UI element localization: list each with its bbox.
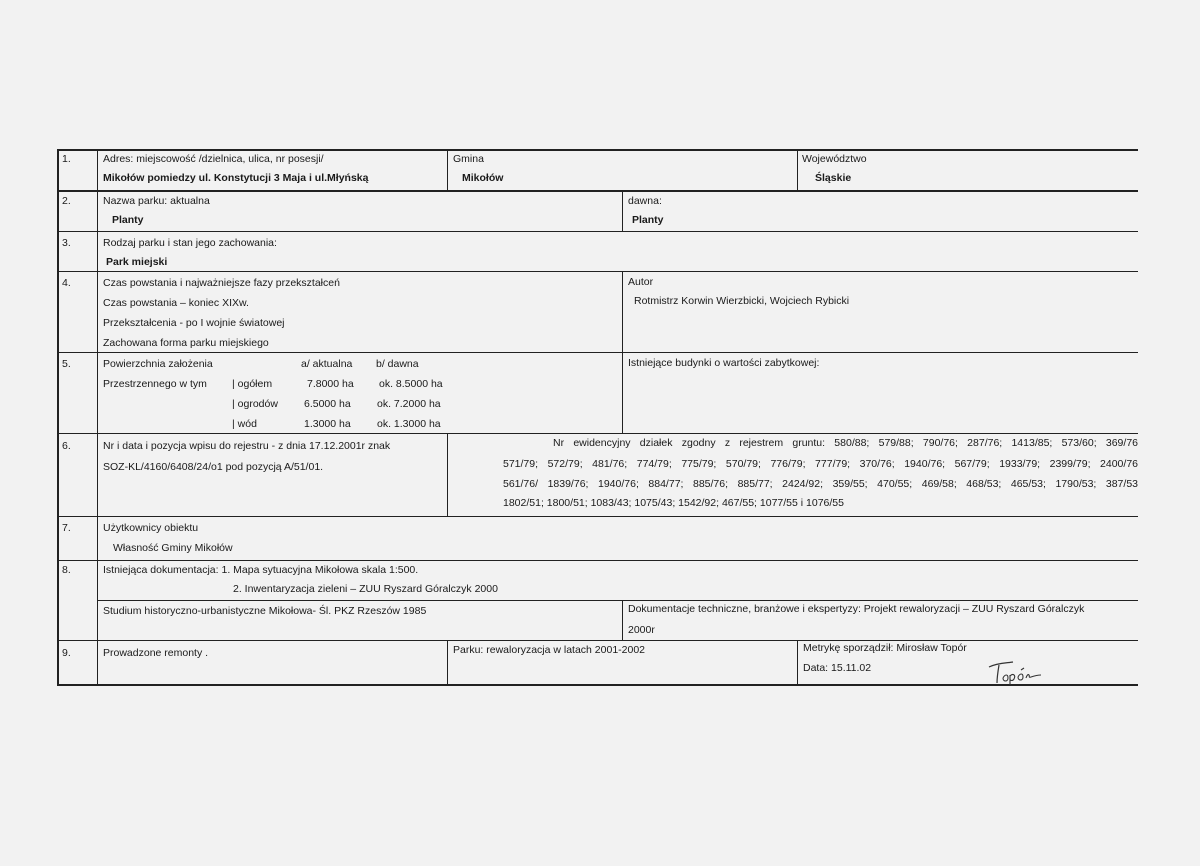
area-column-a: a/ aktualna [301, 358, 353, 370]
row-number: 1. [62, 153, 71, 165]
history-line: Czas powstania – koniec XIXw. [103, 297, 249, 309]
row-number: 3. [62, 237, 71, 249]
record-date: Data: 15.11.02 [803, 662, 872, 674]
number-column-divider [97, 149, 98, 686]
col-divider [447, 149, 448, 190]
technical-documentation: Dokumentacje techniczne, branżowe i ekspertyzy: Projekt rewaloryzacji – ZUU Ryszard Góralczyk [628, 603, 1085, 615]
gmina-label: Gmina [453, 153, 484, 165]
technical-documentation: 2000r [628, 624, 655, 636]
area-column-b: b/ dawna [376, 358, 419, 370]
row-number: 2. [62, 195, 71, 207]
register-entry-line: SOZ-KL/4160/6408/24/o1 pod pozycją A/51/01. [103, 461, 324, 473]
row-number: 5. [62, 358, 71, 370]
park-type-value: Park miejski [106, 256, 168, 268]
area-row-label: | ogrodów [232, 398, 278, 410]
col-divider [622, 600, 623, 640]
area-row-value-b: ok. 8.5000 ha [379, 378, 443, 390]
historic-buildings-label: Istniejące budynki o wartości zabytkowej: [628, 357, 820, 369]
row-number: 6. [62, 440, 71, 452]
history-line: Zachowana forma parku miejskiego [103, 337, 269, 349]
repairs-label: Prowadzone remonty . [103, 647, 209, 659]
row-number: 9. [62, 647, 71, 659]
handwritten-signature [985, 660, 1047, 691]
col-divider [622, 190, 623, 231]
history-line: Przekształcenia - po I wojnie światowej [103, 317, 285, 329]
row-number: 7. [62, 522, 71, 534]
historical-study: Studium historyczno-urbanistyczne Mikołowa- Śl. PKZ Rzeszów 1985 [103, 605, 427, 617]
col-divider [622, 271, 623, 433]
row-number: 4. [62, 277, 71, 289]
area-row-value-b: ok. 1.3000 ha [377, 418, 441, 430]
parcel-numbers-line: 561/76/ 1839/76; 1940/76; 884/77; 885/76; 885/77; 2424/92; 359/55; 470/55; 469/58; 468/53; 465/53; 1790/53; 387/53 [503, 478, 1138, 490]
register-entry-line: Nr i data i pozycja wpisu do rejestru - z dnia 17.12.2001r znak [103, 440, 391, 452]
address-value: Mikołów pomiedzy ul. Konstytucji 3 Maja i ul.Młyńską [103, 172, 369, 184]
parcel-numbers-line: 571/79; 572/79; 481/76; 774/79; 775/79; 570/79; 776/79; 777/79; 370/76; 1940/76; 567/79; 1933/79; 2399/79; 2400/76 [503, 458, 1138, 470]
col-divider [447, 640, 448, 685]
col-divider [797, 149, 798, 190]
documentation-line: 2. Inwentaryzacja zieleni – ZUU Ryszard Góralczyk 2000 [233, 583, 498, 595]
row-number: 8. [62, 564, 71, 576]
row-divider [57, 271, 1138, 272]
row-divider [57, 231, 1138, 232]
parcel-numbers-line: Nr ewidencyjny działek zgodny z rejestrem gruntu: 580/88; 579/88; 790/76; 287/76; 1413/85; 573/60; 369/76 [553, 437, 1138, 449]
area-row-value-b: ok. 7.2000 ha [377, 398, 441, 410]
park-name-value: Planty [112, 214, 144, 226]
old-name-value: Planty [632, 214, 664, 226]
parcel-numbers-line: 1802/51; 1800/51; 1083/43; 1075/43; 1542/92; 467/55; 1077/55 i 1076/55 [503, 497, 844, 509]
col-divider [797, 640, 798, 685]
voivodeship-label: Województwo [802, 153, 867, 165]
col-divider [447, 433, 448, 516]
address-label: Adres: miejscowość /dzielnica, ulica, nr posesji/ [103, 153, 324, 165]
users-label: Użytkownicy obiektu [103, 522, 199, 534]
record-author: Metrykę sporządził: Mirosław Topór [803, 642, 967, 654]
area-row-value-a: 1.3000 ha [304, 418, 351, 430]
row-divider [57, 516, 1138, 517]
area-spatial-label: Przestrzennego w tym [103, 378, 207, 390]
table-left-border [57, 149, 59, 686]
documentation-line: Istniejąca dokumentacja: 1. Mapa sytuacyjna Mikołowa skala 1:500. [103, 564, 419, 576]
row-divider [97, 600, 1138, 601]
area-row-label: | ogółem [232, 378, 273, 390]
park-name-label: Nazwa parku: aktualna [103, 195, 210, 207]
gmina-value: Mikołów [462, 172, 504, 184]
area-row-label: | wód [232, 418, 257, 430]
history-label: Czas powstania i najważniejsze fazy przekształceń [103, 277, 340, 289]
area-label: Powierzchnia założenia [103, 358, 213, 370]
table-top-border [57, 149, 1138, 151]
users-value: Własność Gminy Mikołów [113, 542, 233, 554]
area-row-value-a: 6.5000 ha [304, 398, 351, 410]
row-divider [57, 560, 1138, 561]
row-divider [57, 433, 1138, 434]
area-row-value-a: 7.8000 ha [307, 378, 354, 390]
author-label: Autor [628, 276, 654, 288]
old-name-label: dawna: [628, 195, 662, 207]
table-bottom-border [57, 684, 1138, 686]
park-type-label: Rodzaj parku i stan jego zachowania: [103, 237, 277, 249]
author-value: Rotmistrz Korwin Wierzbicki, Wojciech Rybicki [634, 295, 850, 307]
voivodeship-value: Śląskie [815, 172, 852, 184]
park-renovation: Parku: rewaloryzacja w latach 2001-2002 [453, 644, 646, 656]
row-divider [57, 640, 1138, 641]
row-divider [57, 190, 1138, 192]
row-divider [57, 352, 1138, 353]
